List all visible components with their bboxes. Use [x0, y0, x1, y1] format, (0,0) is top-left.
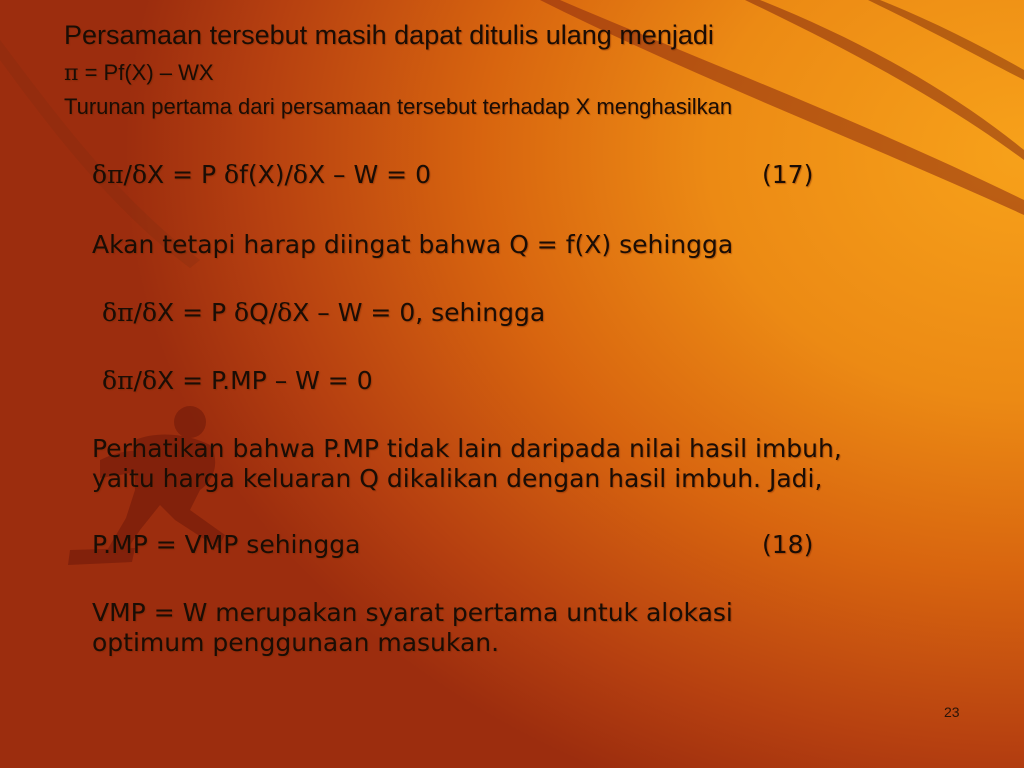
equation-17 [92, 160, 814, 189]
delta-symbol: δ [224, 160, 240, 189]
equation-text: X = P.MP – W = 0 [157, 366, 373, 395]
delta-symbol: δ [277, 298, 293, 327]
heading-line-2-text: = Pf(X) – WX [78, 60, 214, 85]
paragraph-2-line-1: Perhatikan bahwa P.MP tidak lain daripada nilai hasil imbuh, [92, 434, 842, 463]
equation-number-18: (18) [762, 530, 814, 559]
equation-c [102, 366, 373, 395]
pi-symbol: π [107, 160, 124, 189]
equation-text: X = P [157, 298, 234, 327]
slash: / [123, 160, 132, 189]
equation-text: X – W = 0 [307, 160, 431, 189]
delta-symbol: δ [102, 298, 118, 327]
equation-text: f(X)/ [239, 160, 293, 189]
pi-symbol: π [117, 366, 134, 395]
delta-symbol: δ [131, 160, 147, 189]
heading-line-2 [64, 60, 214, 86]
equation-text: P.MP = VMP sehingga [92, 530, 361, 559]
heading-line-1: Persamaan tersebut masih dapat ditulis ulang menjadi [64, 20, 714, 50]
delta-symbol: δ [92, 160, 108, 189]
heading-line-3: Turunan pertama dari persamaan tersebut terhadap X menghasilkan [64, 94, 733, 119]
paragraph-1: Akan tetapi harap diingat bahwa Q = f(X) sehingga [92, 230, 734, 259]
pi-symbol: π [117, 298, 134, 327]
page-number: 23 [944, 704, 960, 720]
paragraph-3-line-2: optimum penggunaan masukan. [92, 628, 500, 657]
pi-symbol: π [64, 61, 79, 86]
delta-symbol: δ [141, 298, 157, 327]
equation-text: Q/ [249, 298, 278, 327]
slash: / [133, 366, 142, 395]
delta-symbol: δ [292, 160, 308, 189]
delta-symbol: δ [102, 366, 118, 395]
equation-18 [92, 530, 814, 559]
equation-text: X = P [147, 160, 224, 189]
equation-number-17: (17) [762, 160, 814, 189]
delta-symbol: δ [141, 366, 157, 395]
equation-text: X – W = 0, sehingga [292, 298, 546, 327]
slash: / [133, 298, 142, 327]
equation-b [102, 298, 545, 327]
paragraph-2-line-2: yaitu harga keluaran Q dikalikan dengan hasil imbuh. Jadi, [92, 464, 823, 493]
paragraph-3-line-1: VMP = W merupakan syarat pertama untuk alokasi [92, 598, 733, 627]
delta-symbol: δ [234, 298, 250, 327]
